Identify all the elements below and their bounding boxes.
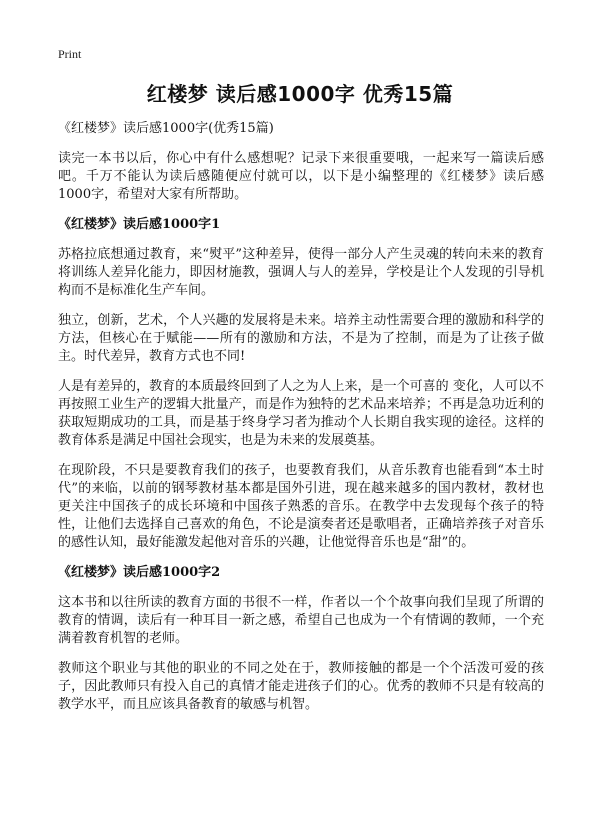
section-1-paragraph-3: 人是有差异的，教育的本质最终回到了人之为人上来，是一个可喜的 变化，人可以不再按照工业生产的逻辑大批量产，而是作为独特的艺术品来培养；不再是急功近利的获取短期成功的工具，而是基于终身学习者为推动个人长期自我实现的途径。这样的教育体系是满足中国社会现实，也是为未来的发展奠基。 [58, 379, 544, 448]
document-title: 红楼梦 读后感1000字 优秀15篇 [146, 82, 454, 106]
section-2-paragraph-1: 这本书和以往所读的教育方面的书很不一样，作者以一个个故事向我们呈现了所谓的教育的情调，读后有一种耳目一新之感，希望自己也成为一个有情调的教师，一个充满着教育机智的老师。 [58, 595, 544, 646]
section-heading-2: 《红楼梦》读后感1000字2 [58, 565, 221, 580]
print-label[interactable]: Print [58, 47, 82, 61]
document-body [58, 120, 544, 726]
section-heading-1: 《红楼梦》读后感1000字1 [58, 217, 221, 232]
section-1-paragraph-1: 苏格拉底想通过教育，来“熨平”这种差异，使得一部分人产生灵魂的转向未来的教育将训练人差异化能力，即因材施教，强调人与人的差异，学校是让个人发现的引导机构而不是标准化生产车间。 [58, 247, 544, 298]
intro-paragraph: 读完一本书以后，你心中有什么感想呢？记录下来很重要哦，一起来写一篇读后感吧。千万不能认为读后感随便应付就可以，以下是小编整理的《红楼梦》读后感1000字，希望对大家有所帮助。 [58, 151, 544, 202]
document-subtitle: 《红楼梦》读后感1000字(优秀15篇) [58, 121, 274, 136]
section-1-paragraph-4: 在现阶段，不只是要教育我们的孩子，也要教育我们，从音乐教育也能看到“本土时代”的来临，以前的钢琴教材基本都是国外引进，现在越来越多的国内教材，教材也更关注中国孩子的成长环境和中国孩子熟悉的音乐。在教学中去发现每个孩子的特性，让他们去选择自己喜欢的角色，不论是演奏者还是歌唱者，正确培养孩子对音乐的感性认知，最好能激发起他对音乐的兴趣，让他觉得音乐也是“甜”的。 [58, 463, 544, 550]
section-2-paragraph-2: 教师这个职业与其他的职业的不同之处在于，教师接触的都是一个个活泼可爱的孩子，因此教师只有投入自己的真情才能走进孩子们的心。优秀的教师不只是有较高的教学水平，而且应该具备教育的敏感与机智。 [58, 661, 544, 712]
section-1-paragraph-2: 独立，创新，艺术，个人兴趣的发展将是未来。培养主动性需要合理的激励和科学的方法，但核心在于赋能——所有的激励和方法，不是为了控制，而是为了让孩子做主。时代差异，教育方式也不同! [58, 313, 544, 364]
